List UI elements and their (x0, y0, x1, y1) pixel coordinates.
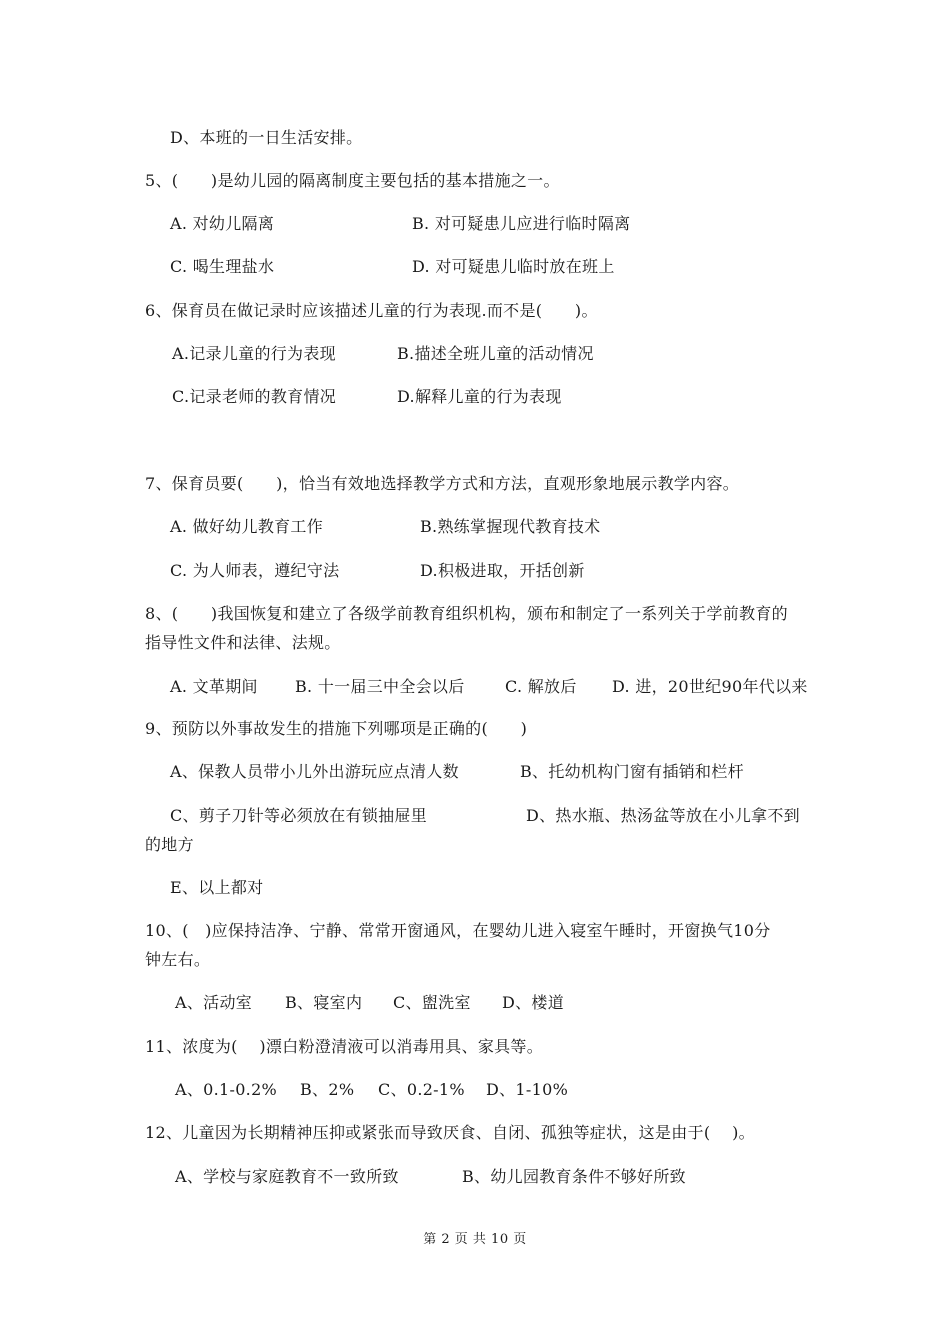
q8-option-b: B. 十一届三中全会以后 (295, 677, 465, 696)
q8-stem-line1: 8、( )我国恢复和建立了各级学前教育组织机构，颁布和制定了一系列关于学前教育的 (145, 604, 788, 623)
q7-option-b: B.熟练掌握现代教育技术 (420, 517, 601, 536)
q8-option-c: C. 解放后 (505, 677, 577, 696)
q11-option-b: B、2% (300, 1080, 355, 1099)
q5-option-c: C. 喝生理盐水 (170, 257, 275, 276)
q5-option-d: D. 对可疑患儿临时放在班上 (412, 257, 615, 276)
q10-option-c: C、盥洗室 (393, 993, 471, 1012)
q8-stem-line2: 指导性文件和法律、法规。 (145, 633, 341, 652)
q9-option-d-line1: D、热水瓶、热汤盆等放在小儿拿不到 (526, 806, 800, 825)
q7-option-c: C. 为人师表，遵纪守法 (170, 561, 340, 580)
q12-option-a: A、学校与家庭教育不一致所致 (175, 1167, 399, 1186)
q6-stem: 6、保育员在做记录时应该描述儿童的行为表现.而不是( )。 (145, 301, 598, 320)
q9-stem: 9、预防以外事故发生的措施下列哪项是正确的( ) (145, 719, 528, 738)
q6-option-c: C.记录老师的教育情况 (172, 387, 337, 406)
q9-option-a: A、保教人员带小儿外出游玩应点清人数 (170, 762, 459, 781)
q10-stem-line1: 10、( )应保持洁净、宁静、常常开窗通风，在婴幼儿进入寝室午睡时，开窗换气10分 (145, 921, 771, 940)
q7-stem: 7、保育员要( )，恰当有效地选择教学方式和方法，直观形象地展示教学内容。 (145, 474, 740, 493)
q7-option-d: D.积极进取，开括创新 (420, 561, 585, 580)
q4-option-d: D、本班的一日生活安排。 (170, 128, 363, 147)
q5-option-a: A. 对幼儿隔离 (170, 214, 275, 233)
q11-option-d: D、1-10% (486, 1080, 569, 1099)
q11-option-a: A、0.1-0.2% (175, 1080, 278, 1099)
q11-option-c: C、0.2-1% (378, 1080, 465, 1099)
q11-stem: 11、浓度为( )漂白粉澄清液可以消毒用具、家具等。 (145, 1037, 544, 1056)
q9-option-b: B、托幼机构门窗有插销和栏杆 (520, 762, 744, 781)
page-number-footer: 第 2 页 共 10 页 (423, 1232, 527, 1247)
q5-option-b: B. 对可疑患儿应进行临时隔离 (412, 214, 631, 233)
q8-option-d: D. 进，20世纪90年代以来 (612, 677, 808, 696)
q5-stem: 5、( )是幼儿园的隔离制度主要包括的基本措施之一。 (145, 171, 560, 190)
q9-option-c: C、剪子刀针等必须放在有锁抽屉里 (170, 806, 428, 825)
q7-option-a: A. 做好幼儿教育工作 (170, 517, 324, 536)
q9-option-e: E、以上都对 (170, 878, 264, 897)
q10-option-a: A、活动室 (175, 993, 253, 1012)
q10-option-d: D、楼道 (502, 993, 565, 1012)
q6-option-a: A.记录儿童的行为表现 (172, 344, 336, 363)
q10-stem-line2: 钟左右。 (145, 950, 211, 969)
q12-stem: 12、儿童因为长期精神压抑或紧张而导致厌食、自闭、孤独等症状，这是由于( )。 (145, 1123, 755, 1142)
q12-option-b: B、幼儿园教育条件不够好所致 (462, 1167, 686, 1186)
q10-option-b: B、寝室内 (285, 993, 363, 1012)
q6-option-b: B.描述全班儿童的活动情况 (397, 344, 594, 363)
q9-option-d-line2: 的地方 (145, 835, 194, 854)
q8-option-a: A. 文革期间 (170, 677, 258, 696)
q6-option-d: D.解释儿童的行为表现 (397, 387, 562, 406)
